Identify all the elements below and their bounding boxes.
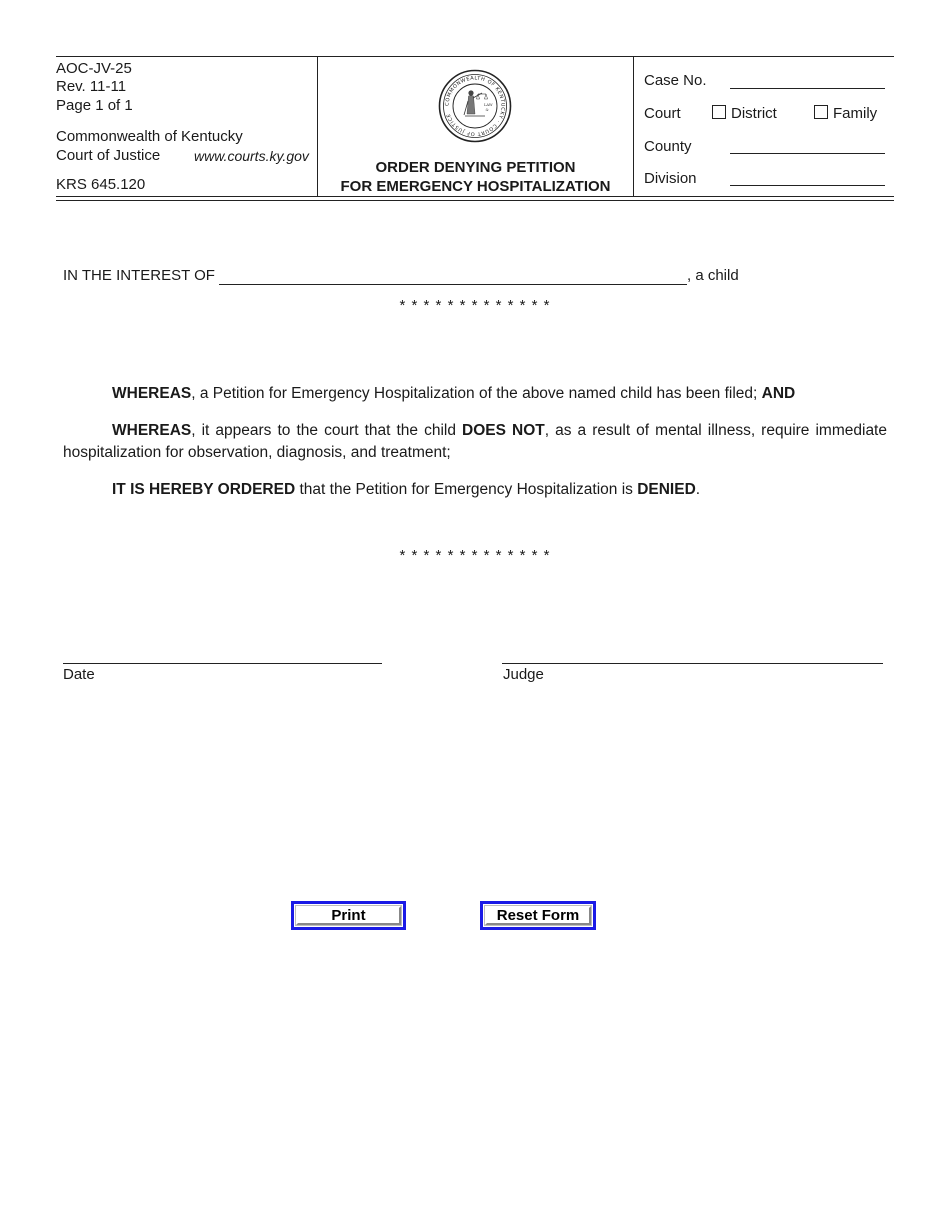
state-name: Commonwealth of Kentucky: [56, 128, 243, 145]
asterisk-divider-bottom: * * * * * * * * * * * * *: [399, 547, 551, 564]
court-seal: [438, 69, 512, 143]
county-field[interactable]: [730, 153, 885, 154]
reset-form-button[interactable]: [480, 901, 596, 930]
court-seal-icon: [438, 69, 512, 143]
family-checkbox[interactable]: [814, 105, 828, 119]
print-button-label: Print: [296, 906, 401, 925]
case-number-field[interactable]: [730, 88, 885, 89]
court-name: Court of Justice: [56, 147, 161, 164]
interest-of-label: IN THE INTEREST OF: [63, 267, 215, 284]
court-type-label: Court: [644, 105, 681, 122]
date-signature-line[interactable]: [63, 663, 382, 664]
ordered-paragraph: IT IS HEREBY ORDERED that the Petition for Emergency Hospitalization is DENIED.: [112, 481, 701, 498]
reset-form-button-label: Reset Form: [485, 906, 591, 925]
header-bottom-rule-1: [56, 196, 894, 197]
judge-label: Judge: [503, 666, 544, 683]
a-child-label: , a child: [687, 267, 739, 284]
asterisk-divider-top: * * * * * * * * * * * * *: [399, 297, 551, 314]
judge-signature-line[interactable]: [502, 663, 883, 664]
division-label: Division: [644, 170, 697, 187]
header-divider-right: [633, 56, 634, 196]
county-label: County: [644, 138, 692, 155]
court-website: www.courts.ky.gov: [194, 148, 309, 164]
district-label: District: [731, 105, 777, 122]
family-label: Family: [833, 105, 878, 122]
header-bottom-rule-2: [56, 200, 894, 201]
header-top-rule: [56, 56, 894, 57]
whereas-paragraph-1: WHEREAS, a Petition for Emergency Hospitalization of the above named child has been filed; AND: [112, 385, 796, 402]
svg-text:LAW: LAW: [484, 103, 493, 107]
svg-text:COMMONWEALTH OF KENTUCKY · COU: COMMONWEALTH OF KENTUCKY · COURT OF JUSTICE: [444, 75, 506, 137]
svg-text:&: &: [485, 108, 489, 112]
form-id: AOC-JV-25: [56, 60, 132, 77]
child-name-field[interactable]: [219, 284, 687, 285]
order-title-line2: FOR EMERGENCY HOSPITALIZATION: [340, 178, 611, 195]
form-revision: Rev. 11-11: [56, 78, 127, 95]
case-number-label: Case No.: [644, 72, 707, 89]
whereas-paragraph-2: WHEREAS, it appears to the court that the child DOES NOT, as a result of mental illness, require immediate hospitalization for observation, diagnosis, and treatment;: [63, 422, 887, 461]
statute-reference: KRS 645.120: [56, 176, 146, 193]
print-button[interactable]: [291, 901, 406, 930]
order-title-line1: ORDER DENYING PETITION: [375, 159, 576, 176]
district-checkbox[interactable]: [712, 105, 726, 119]
date-label: Date: [63, 666, 95, 683]
division-field[interactable]: [730, 185, 885, 186]
page-number: Page 1 of 1: [56, 97, 133, 114]
